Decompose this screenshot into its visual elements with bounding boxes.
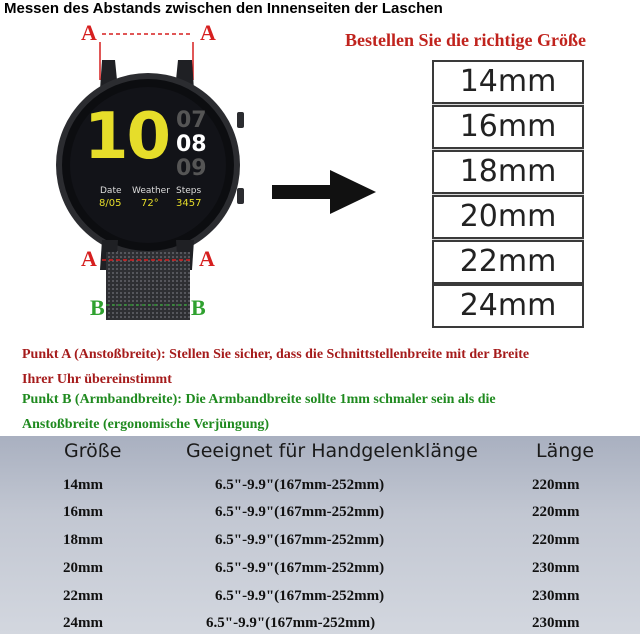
table-header-size: Größe xyxy=(64,440,122,462)
marker-b-right: B xyxy=(191,295,206,320)
table-cell-length: 230mm xyxy=(532,615,580,631)
table-header-wrist-length: Geeignet für Handgelenklänge xyxy=(186,440,478,462)
watch-weather-value: 72° xyxy=(141,198,159,209)
table-cell-size: 24mm xyxy=(63,615,103,631)
size-option: 16mm xyxy=(432,105,584,149)
right-arrow-icon xyxy=(272,170,376,214)
marker-a-top-right: A xyxy=(200,20,216,45)
table-cell-wrist: 6.5"-9.9"(167mm-252mm) xyxy=(215,504,385,520)
note-point-b-line1: Punkt B (Armbandbreite): Die Armbandbreite sollte 1mm schmaler sein als die xyxy=(22,392,496,407)
table-cell-wrist: 6.5"-9.9"(167mm-252mm) xyxy=(215,560,385,576)
table-cell-wrist: 6.5"-9.9"(167mm-252mm) xyxy=(215,477,385,493)
watch-minute-1: 07 xyxy=(176,108,207,133)
table-header-length: Länge xyxy=(536,440,595,462)
marker-a-bottom-left: A xyxy=(81,246,97,271)
watch-date-value: 8/05 xyxy=(99,198,122,209)
watch-minute-2: 08 xyxy=(176,132,207,157)
watch-weather-label: Weather xyxy=(132,186,170,196)
size-option: 20mm xyxy=(432,195,584,239)
table-cell-wrist: 6.5"-9.9"(167mm-252mm) xyxy=(215,532,385,548)
watch-steps-value: 3457 xyxy=(176,198,202,209)
table-cell-length: 220mm xyxy=(532,477,580,493)
size-option: 18mm xyxy=(432,150,584,194)
size-table xyxy=(0,436,640,634)
watch-date-label: Date xyxy=(100,186,122,196)
marker-b-left: B xyxy=(90,295,105,320)
marker-a-bottom-right: A xyxy=(199,246,215,271)
table-cell-length: 220mm xyxy=(532,532,580,548)
marker-a-top-left: A xyxy=(81,20,97,45)
table-cell-length: 230mm xyxy=(532,560,580,576)
size-option: 24mm xyxy=(432,284,584,328)
table-cell-size: 18mm xyxy=(63,532,103,548)
table-cell-size: 20mm xyxy=(63,560,103,576)
watch-steps-label: Steps xyxy=(176,186,202,196)
page-title: Messen des Abstands zwischen den Innenseiten der Laschen xyxy=(4,0,443,17)
size-option: 22mm xyxy=(432,240,584,284)
table-cell-wrist: 6.5"-9.9"(167mm-252mm) xyxy=(206,615,376,631)
table-cell-length: 230mm xyxy=(532,588,580,604)
note-point-a-line2: Ihrer Uhr übereinstimmt xyxy=(22,372,172,387)
watch-hour: 10 xyxy=(84,100,170,174)
note-point-b-line2: Anstoßbreite (ergonomische Verjüngung) xyxy=(22,417,270,432)
table-cell-size: 22mm xyxy=(63,588,103,604)
note-point-a-line1: Punkt A (Anstoßbreite): Stellen Sie sicher, dass die Schnittstellenbreite mit der Breite xyxy=(22,347,530,362)
table-cell-wrist: 6.5"-9.9"(167mm-252mm) xyxy=(215,588,385,604)
table-cell-length: 220mm xyxy=(532,504,580,520)
table-cell-size: 14mm xyxy=(63,477,103,493)
watch-minute-3: 09 xyxy=(176,156,207,181)
size-option: 14mm xyxy=(432,60,584,104)
order-title: Bestellen Sie die richtige Größe xyxy=(345,30,586,50)
table-cell-size: 16mm xyxy=(63,504,103,520)
